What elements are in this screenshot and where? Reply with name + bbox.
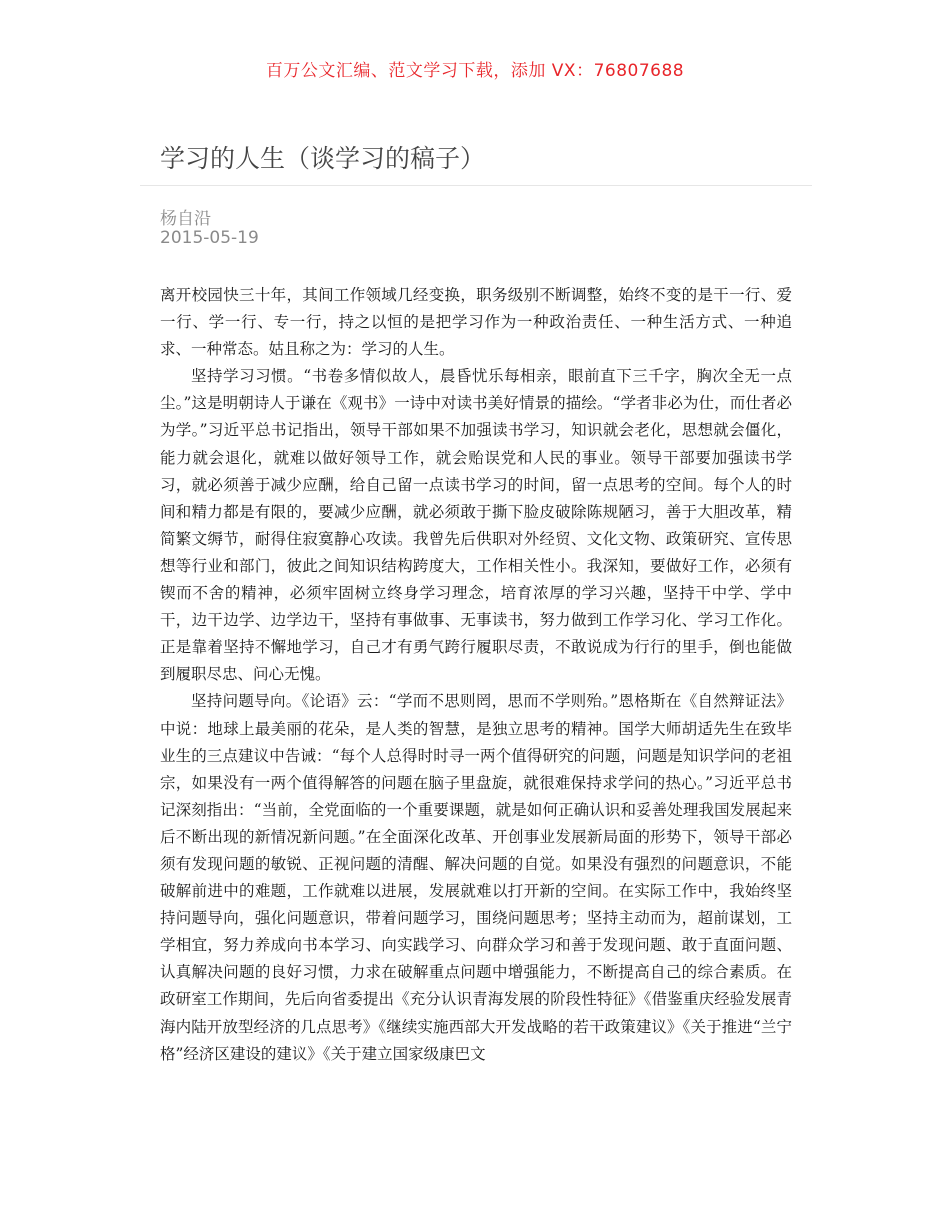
- article-title: 学习的人生（谈学习的稿子）: [160, 144, 486, 173]
- paragraph-intro: 离开校园快三十年，其间工作领域几经变换，职务级别不断调整，始终不变的是干一行、爱一行、学一行、专一行，持之以恒的是把学习作为一种政治责任、一种生活方式、一种追求、一种常态。姑且称之为：学习的人生。: [160, 286, 792, 359]
- article-author: 杨自沿: [160, 209, 211, 229]
- title-divider: [140, 185, 812, 186]
- article-date: 2015-05-19: [160, 228, 259, 248]
- promo-banner: 百万公文汇编、范文学习下载，添加 VX：76807688: [265, 61, 685, 81]
- article-body: [160, 282, 792, 1068]
- paragraph-study-habit: 坚持学习习惯。“书卷多情似故人，晨昏忧乐每相亲，眼前直下三千字，胸次全无一点尘。”这是明朝诗人于谦在《观书》一诗中对读书美好情景的描绘。“学者非必为仕，而仕者必为学。”习近平总书记指出，领导干部如果不加强读书学习，知识就会老化，思想就会僵化，能力就会退化，就难以做好领导工作，就会贻误党和人民的事业。领导干部要加强读书学习，就必须善于减少应酬，给自己留一点读书学习的时间，留一点思考的空间。每个人的时间和精力都是有限的，要减少应酬，就必须敢于撕下脸皮破除陈规陋习，善于大胆改革，精简繁文缛节，耐得住寂寞静心攻读。我曾先后供职对外经贸、文化文物、政策研究、宣传思想等行业和部门，彼此之间知识结构跨度大，工作相关性小。我深知，要做好工作，必须有锲而不舍的精神，必须牢固树立终身学习理念，培育浓厚的学习兴趣，坚持干中学、学中干，边干边学、边学边干，坚持有事做事、无事读书，努力做到工作学习化、学习工作化。正是靠着坚持不懈地学习，自己才有勇气跨行履职尽责，不敢说成为行行的里手，倒也能做到履职尽忠、问心无愧。: [160, 367, 792, 684]
- paragraph-problem-orientation: 坚持问题导向。《论语》云：“学而不思则罔，思而不学则殆。”恩格斯在《自然辩证法》中说：地球上最美丽的花朵，是人类的智慧，是独立思考的精神。国学大师胡适先生在致毕业生的三点建议中告诫：“每个人总得时时寻一两个值得研究的问题，问题是知识学问的老祖宗，如果没有一两个值得解答的问题在脑子里盘旋，就很难保持求学问的热心。”习近平总书记深刻指出：“当前，全党面临的一个重要课题，就是如何正确认识和妥善处理我国发展起来后不断出现的新情况新问题。”在全面深化改革、开创事业发展新局面的形势下，领导干部必须有发现问题的敏锐、正视问题的清醒、解决问题的自觉。如果没有强烈的问题意识，不能破解前进中的难题，工作就难以进展，发展就难以打开新的空间。在实际工作中，我始终坚持问题导向，强化问题意识，带着问题学习，围绕问题思考；坚持主动而为，超前谋划，工学相宜，努力养成向书本学习、向实践学习、向群众学习和善于发现问题、敢于直面问题、认真解决问题的良好习惯，力求在破解重点问题中增强能力，不断提高自己的综合素质。在政研室工作期间，先后向省委提出《充分认识青海发展的阶段性特征》《借鉴重庆经验发展青海内陆开放型经济的几点思考》《继续实施西部大开发战略的若干政策建议》《关于推进“兰宁格”经济区建设的建议》《关于建立国家级康巴文: [160, 692, 792, 1063]
